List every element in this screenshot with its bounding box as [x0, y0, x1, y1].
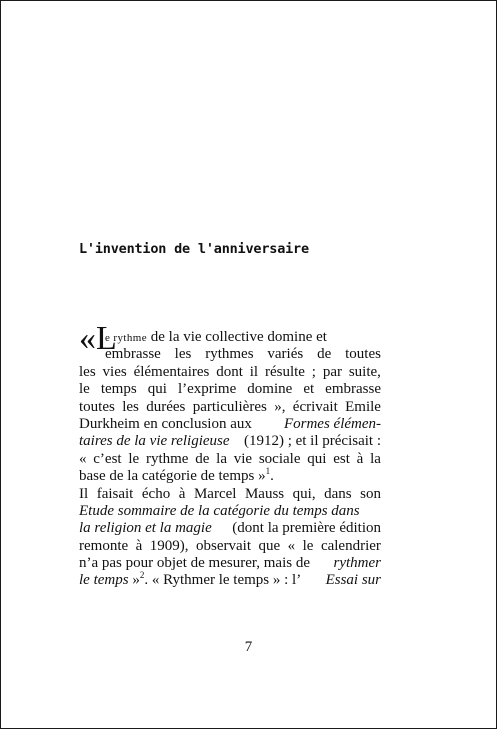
- text-line: base de la catégorie de temps »$^1$.: [79, 466, 274, 485]
- text-line: taires de la vie religieuse (1912) ; et il précisait :: [79, 433, 381, 450]
- page-number: 7: [244, 639, 253, 655]
- footnote-ref[interactable]: 2: [139, 570, 145, 581]
- text-line: Durkheim en conclusion aux Formes élémen-: [79, 415, 381, 432]
- chapter-title: L'invention de l'anniversaire: [79, 241, 309, 257]
- text-line: la religion et la magie (dont la première édition: [79, 520, 381, 537]
- text-line: embrasse les rythmes variés de toutes: [105, 346, 381, 363]
- body-text: [79, 320, 381, 590]
- text-line: le temps qui l’exprime domine et embrasse: [79, 381, 381, 398]
- footnote-ref[interactable]: 1: [265, 466, 271, 477]
- text-line: « c’est le rythme de la vie sociale qui est à la: [79, 450, 381, 467]
- text-line: n’a pas pour objet de mesurer, mais de rythmer: [79, 555, 381, 572]
- text-line: les vies élémentaires dont il résulte ; par suite,: [79, 363, 381, 380]
- text-line: Etude sommaire de la catégorie du temps dans: [79, 502, 360, 519]
- small-caps-text: e rythme: [105, 332, 147, 344]
- text-line: toutes les durées particulières », écrivait Emile: [79, 398, 381, 415]
- text-line: Il faisait écho à Marcel Mauss qui, dans son: [79, 485, 381, 502]
- drop-cap: «L: [79, 320, 117, 357]
- text-line: remonte à 1909), observait que « le calendrier: [79, 537, 381, 554]
- text-line: «L e rythme de la vie collective domine et: [79, 320, 327, 357]
- text-line: le temps »$^2$. « Rythmer le temps » : l’ Essai sur: [79, 570, 381, 589]
